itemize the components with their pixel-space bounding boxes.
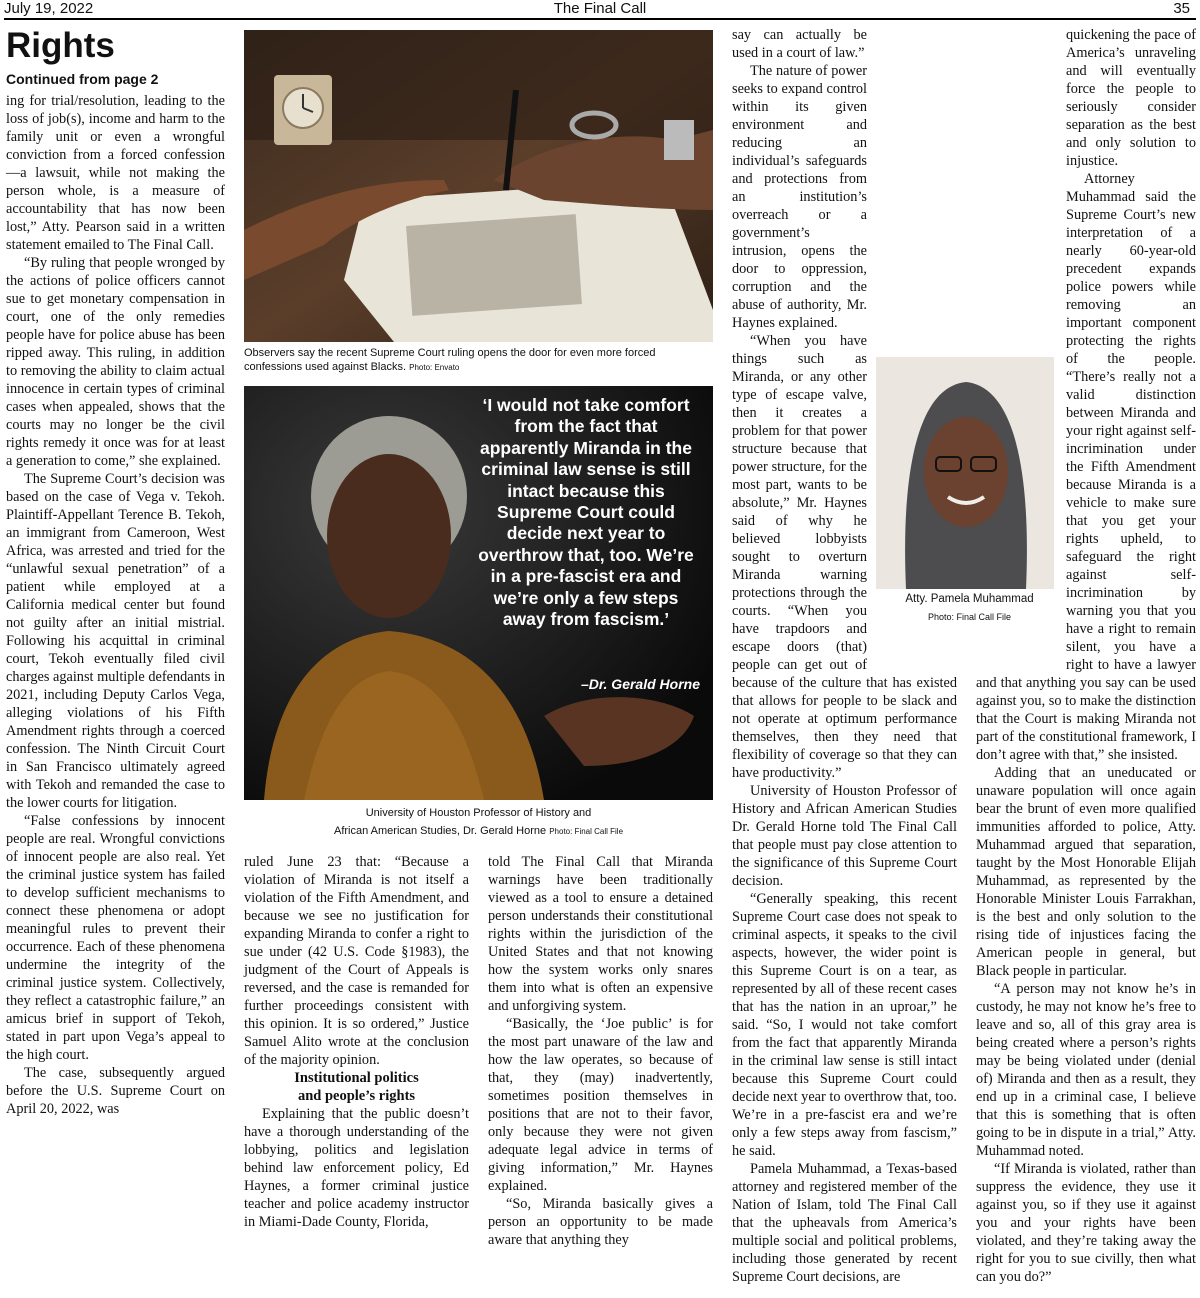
caption-text: Atty. Pamela Muhammad [905,593,1034,605]
section-subhead [244,1069,469,1105]
confession-image [244,30,713,342]
paragraph: Adding that an uneducated or unaware population will once again bear the brunt of even more qualified immunities afforded to police, Atty. Muhammad argued that separation, taught by the Most Honorable Elijah Muhammad, as represented by the Honorable Minister Louis Farrakhan, is the best and only solution to the rising tide of injustices facing the American people in general, but Black people in particular. [976,765,1196,979]
caption-text: Observers say the recent Supreme Court ruling opens the door for even more forced confessions used against Blacks. [244,347,656,373]
paragraph: University of Houston Professor of History and African American Studies Dr. Gerald Horne told The Final Call that people must pay close attention to the significance of this Supreme Court decision. [732,783,957,889]
column-4 [732,26,957,1286]
pull-quote-attribution: –Dr. Gerald Horne [580,676,700,692]
paragraph: ruled June 23 that: “Because a violation of Miranda is not itself a violation of the Fifth Amendment, and because we see no justification for expanding Miranda to confer a right to sue under (42 U.S. Code §1983), the judgment of the Court of Appeals is reversed, and the case is remanded for further proceedings consistent with this opinion. It is so ordered,” Justice Samuel Alito wrote at the conclusion of the majority opinion. [244,854,469,1068]
column-5 [976,26,1196,1286]
paragraph: The nature of power seeks to expand control within its given environment and reducing an individual’s safeguards and protections from an institution’s overreach or a government’s intrusion, opens the door to oppression, corruption and the abuse of authority, Mr. Haynes explained. [732,63,867,331]
paragraph: “So, Miranda basically gives a person an opportunity to be made aware that anything they [488,1196,713,1248]
paragraph: Pamela Muhammad, a Texas-based attorney and registered member of the Nation of Islam, told The Final Call that the upheavals from America’s multiple social and political problems, including those generated by recent Supreme Court decisions, are [732,1161,957,1285]
issue-date: July 19, 2022 [4,0,94,17]
confession-photo [244,30,713,342]
pull-quote: ‘I would not take comfort from the fact that apparently Miranda in the criminal law sense is still intact because this Supreme Court could decide next year to overthrow that, too. We’re in a pre-fascist era and we’re only a few steps away from fascism.’ [478,395,694,630]
paragraph: “Basically, the ‘Joe public’ is for the most part unaware of the law and how the law operates, so because of that, they (may) inadvertently, sometimes position themselves in positions that are not to their favor, only because they were not given adequate legal advice in terms of giving information,” Mr. Haynes explained. [488,1016,713,1194]
paragraph: “If Miranda is violated, rather than suppress the evidence, they use it against you, so if they use it against you and your rights have been violated, and they’re taking away the right for you to sue civilly, then what can you do?” [976,1161,1196,1285]
paragraph: ing for trial/resolution, leading to the loss of job(s), income and harm to the family unit or even a wrongful conviction from a forced confession—a lawsuit, while not making the person whole, is a measure of accountability that has now been lost,” Atty. Pearson said in a written statement emailed to The Final Call. [6,93,225,253]
paragraph: Attorney Muhammad said the Supreme Court’s new interpretation of a nearly 60-year-old precedent expands police powers while removing an important component protecting the rights of the people. “There’s really not a valid distinction between Miranda and your right against self-incrimination under the Fifth Amendment because Miranda is a vehicle to make sure that you get your rights upheld, to safeguard the right against self-incrimination by warning you that you have a right to remain silent, you have a right to have a lawyer and that anything you say can be used against you, so to make the distinction that the Court is making Miranda not part of the constitutional framework, I don’t agree with that,” she insisted. [976,171,1196,763]
page-number: 35 [1173,0,1190,17]
headline: Rights [6,26,115,65]
caption-line-1: University of Houston Professor of History and [365,807,592,819]
paragraph: “A person may not know he’s in custody, he may not know he’s free to leave and so, all of this gray area is being created where a person’s rights may be being violated under (denial of) Miranda and then as a result, they end up in a criminal case, I believe that this is something that is often going to be in dispute in a trial,” Atty. Muhammad noted. [976,981,1196,1159]
paragraph: “By ruling that people wronged by the actions of police officers cannot sue to get monetary compensation in court, one of the only remedies people have for police abuse has been ripped away. This ruling, in addition to removing the ability to claim actual innocence in certain types of criminal cases when appealed, shows that the courts may no longer be the civil rights remedy it once was for at least a generation to come,” she explained. [6,255,225,469]
photo-wrap-spacer [976,352,1066,664]
caption-line-2: African American Studies, Dr. Gerald Horne [333,825,547,837]
paragraph: quickening the pace of America’s unraveling and will eventually force the people to seriously consider separation as the best and only solution to injustice. [1066,27,1196,169]
subhead-line-2: and people’s rights [297,1088,416,1104]
photo-credit: Photo: Final Call File [549,827,624,836]
paragraph: “False confessions by innocent people are real. Wrongful convictions of innocent people are also real. Yet the criminal justice system has failed to develop sufficient mechanisms to connect these phenomena or adopt meaningful rules to prevent their occurrence. Each of these phenomena undermine the integrity of the criminal justice system. Collectively, they reflect a catastrophic failure,” an amicus brief in support of Tekoh, stated in part upon Vega’s appeal to the high court. [6,813,225,1063]
column-1 [6,26,225,1118]
paragraph: told The Final Call that Miranda warnings have been traditionally viewed as a tool to ensure a detained person understands their constitutional rights within the jurisdiction of the United States and that not knowing how the system works only snares them into what is often an expensive and unforgiving system. [488,854,713,1014]
subhead-line-1: Institutional politics [294,1070,419,1086]
paragraph: Explaining that the public doesn’t have a thorough understanding of the lobbying, politics and legislation behind law enforcement policy, Ed Haynes, a former criminal justice teacher and police academy instructor in Miami-Dade County, Florida, [244,1106,469,1230]
column-3 [488,853,713,1249]
horne-photo-caption [244,804,713,841]
confession-photo-caption [244,346,713,375]
continued-note: Continued from page 2 [6,71,159,87]
photo-credit: Photo: Envato [409,363,460,372]
paragraph: say can actually be used in a court of law.” [732,27,867,61]
newspaper-name: The Final Call [553,0,647,17]
paragraph: The case, subsequently argued before the U.S. Supreme Court on April 20, 2022, was [6,1065,225,1117]
paragraph: The Supreme Court’s decision was based on the case of Vega v. Tekoh. Plaintiff-Appellant Terence B. Tekoh, an immigrant from Cameroon, West Africa, was arrested and tried for the “unlawful sexual penetration” of a patient while employed at a California medical center but found not guilty after an initial mistrial. Following his acquittal in criminal court, Tekoh eventually filed civil charges against multiple defendants in 2021, including Deputy Carlos Vega, alleging violations of his Fifth Amendment rights through a coerced confession. The Ninth Circuit Court in San Francisco ultimately agreed with Tekoh and remanded the case to the lower courts for litigation. [6,471,225,811]
photo-credit: Photo: Final Call File [927,612,1012,622]
page-header [4,0,1196,20]
photo-wrap-spacer [867,352,957,664]
paragraph: “Generally speaking, this recent Supreme Court case does not speak to criminal aspects, it speaks to the civil aspects, however, the wider point is this Supreme Court is on a tear, as represented by all of these recent cases that has the nation in an uproar,” he said. “So, I would not take comfort from the fact that apparently Miranda in the criminal law sense is still intact because this Supreme Court could decide next year to overthrow that, too. We’re in a pre-fascist era and we’re only a few steps away from fascism,” he said. [732,891,957,1159]
paragraph: “When you have things such as Miranda, or any other type of escape valve, then it creates a problem for that power structure because that power structure, for the most part, wants to be absolute,” Mr. Haynes said of why he believed lobbyists sought to overturn Miranda warning protections through the courts. “When you have trapdoors and escape doors (that) people can get out of because of the culture that has existed that allows for people to be slack and not operate at optimum performance themselves, then they need that flexibility of coverage so that they can have productivity.” [732,333,957,781]
column-2 [244,853,469,1231]
